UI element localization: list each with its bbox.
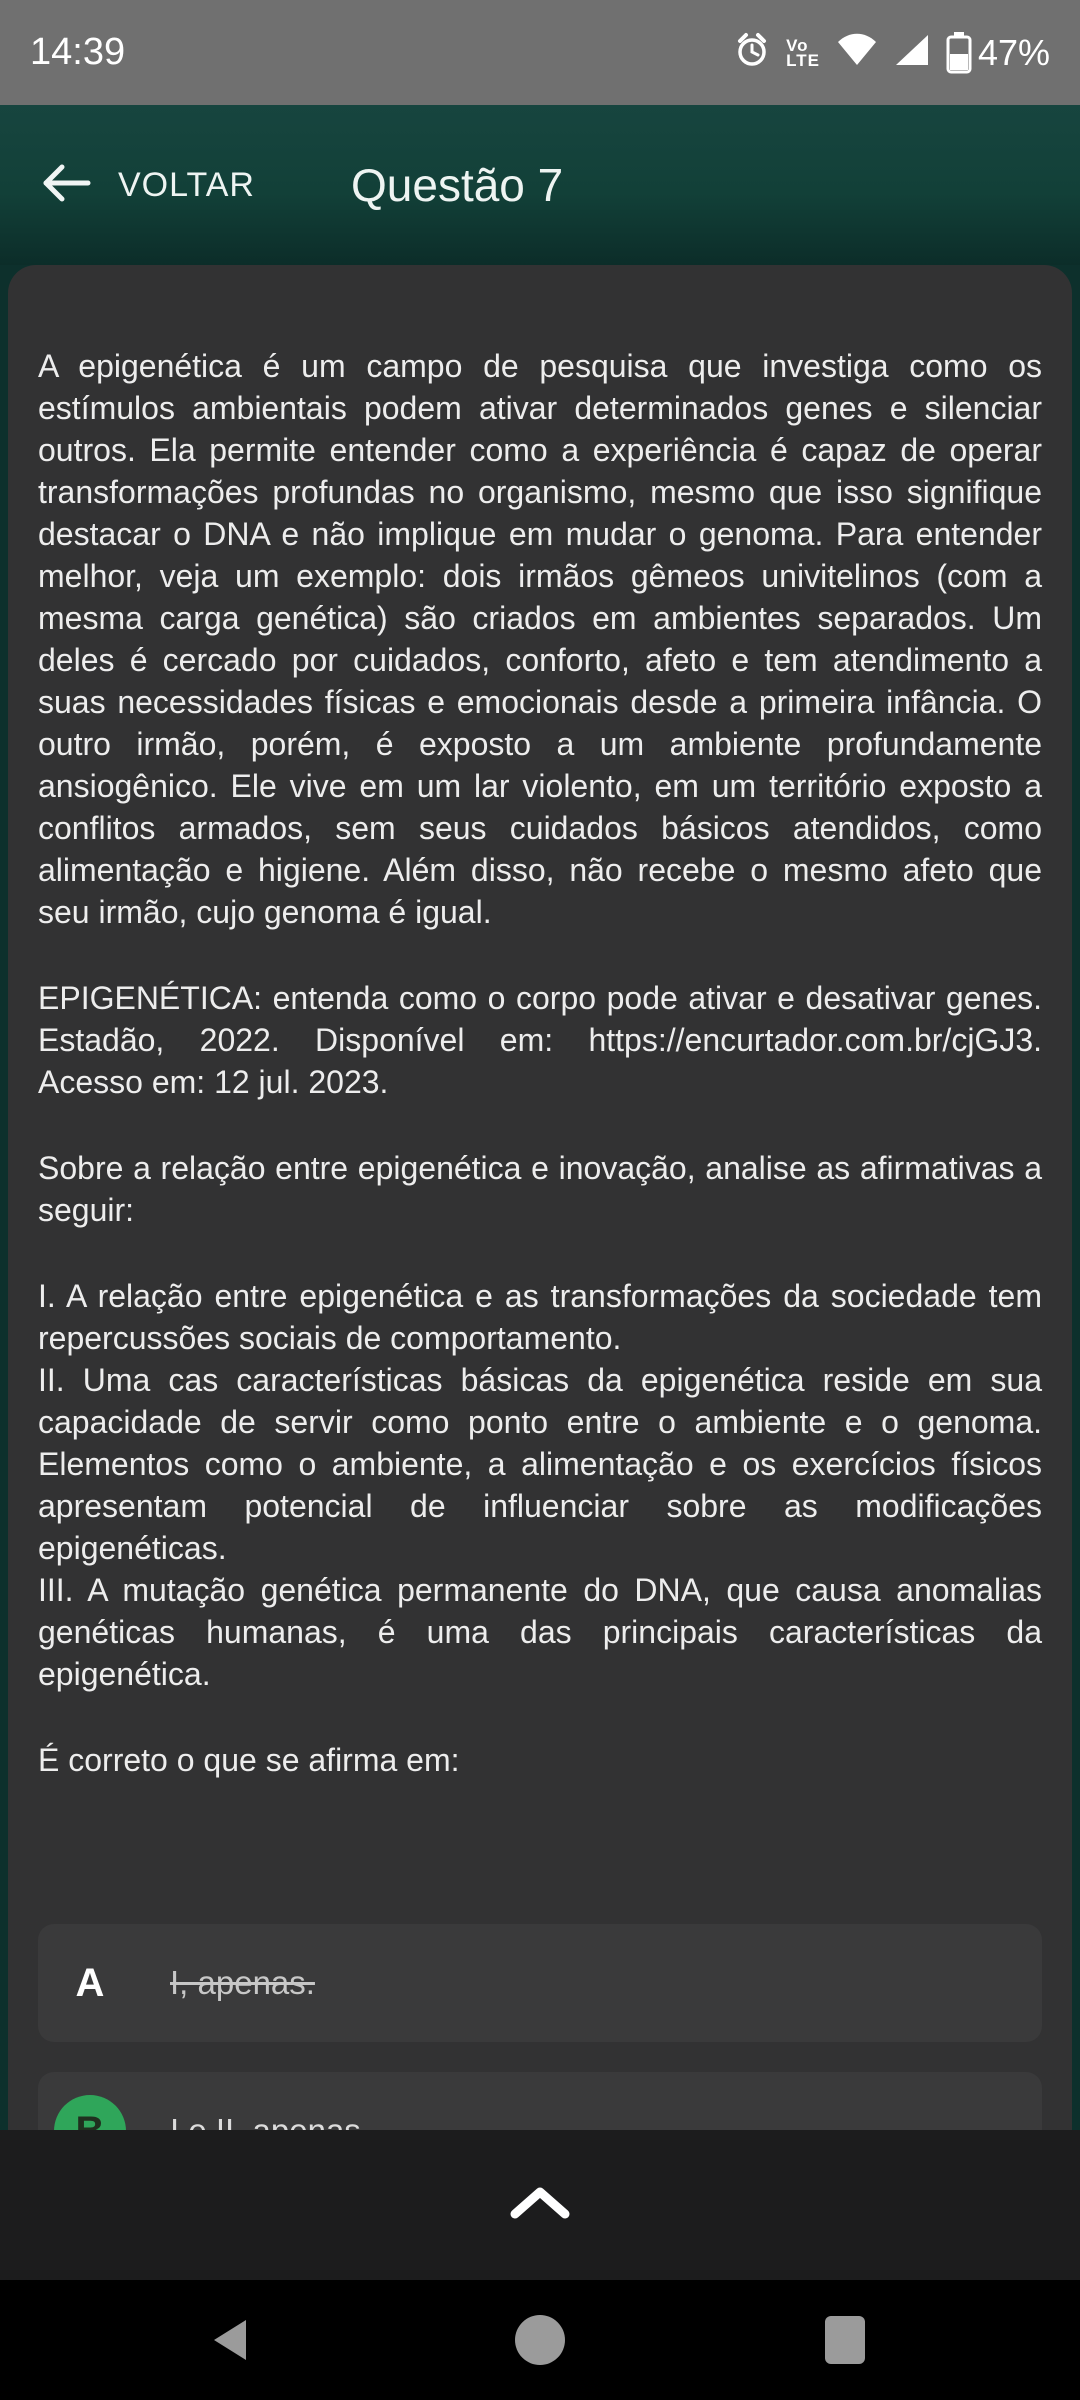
nav-home-icon[interactable] — [480, 2280, 600, 2400]
bottom-sheet-handle[interactable] — [0, 2130, 1080, 2280]
nav-back-icon[interactable] — [170, 2280, 290, 2400]
android-navbar — [0, 2280, 1080, 2400]
status-icons — [734, 32, 1050, 74]
question-paragraph: A epigenética é um campo de pesquisa que investiga como os estímulos ambientais podem ativar determinados genes e silenciar outros. Ela permite entender como a experiência é capaz de operar transformações profundas no organismo, mesmo que isso signifique destacar o DNA e não implique em mudar o genoma. Para entender melhor, veja um exemplo: dois irmãos gêmeos univitelinos (com a mesma carga genética) são criados em ambientes separados. Um deles é cercado por cuidados, conforto, afeto e tem atendimento a suas necessidades físicas e emocionais desde a primeira infância. O outro irmão, porém, é exposto a um ambiente profundamente ansiogênico. Ele vive em um lar violento, em um território exposto a conflitos armados, sem seus cuidados básicos atendidos, como alimentação e higiene. Além disso, não recebe o mesmo afeto que seu irmão, cujo genoma é igual. — [38, 348, 1042, 930]
statement-II: II. Uma cas características básicas da epigenética reside em sua capacidade de servir como ponto entre o ambiente e o genoma. Elementos como o ambiente, a alimentação e os exercícios físicos apresentam potencial de influenciar sobre as modificações epigenéticas. — [38, 1362, 1042, 1566]
clock-text: 14:39 — [30, 31, 126, 73]
question-prompt: É correto o que se afirma em: — [38, 1742, 460, 1778]
statement-III: III. A mutação genética permanente do DNA, que causa anomalias genéticas humanas, é uma das principais características da epigenética. — [38, 1572, 1042, 1692]
cell-signal-icon — [894, 33, 930, 72]
back-button[interactable] — [38, 162, 255, 209]
page-title: Questão 7 — [351, 159, 564, 211]
status-bar — [0, 0, 1080, 105]
volte-icon — [786, 35, 820, 70]
option-a-marker — [54, 1947, 126, 2019]
chevron-up-icon — [509, 2186, 571, 2225]
question-citation: EPIGENÉTICA: entenda como o corpo pode ativar e desativar genes. Estadão, 2022. Disponível em: https://encurtador.com.br/cjGJ3. Acesso em: 12 jul. 2023. — [38, 980, 1042, 1100]
option-a[interactable] — [38, 1924, 1042, 2042]
back-arrow-icon — [38, 162, 92, 209]
battery-icon — [946, 32, 1050, 74]
wifi-icon — [836, 33, 878, 72]
back-label: VOLTAR — [118, 165, 255, 204]
option-a-letter: A — [75, 1960, 105, 2005]
volte-line2: LTE — [786, 50, 820, 70]
question-instruction: Sobre a relação entre epigenética e inovação, analise as afirmativas a seguir: — [38, 1150, 1042, 1228]
option-a-text: I, apenas. — [170, 1964, 315, 2001]
header — [0, 105, 1080, 265]
nav-recents-icon[interactable] — [785, 2280, 905, 2400]
alarm-icon — [734, 32, 770, 73]
volte-line1: Vo — [786, 35, 809, 55]
statement-I: I. A relação entre epigenética e as transformações da sociedade tem repercussões sociais de comportamento. — [38, 1278, 1042, 1356]
statement-list — [38, 1275, 1042, 1695]
battery-percent: 47% — [977, 31, 1050, 73]
